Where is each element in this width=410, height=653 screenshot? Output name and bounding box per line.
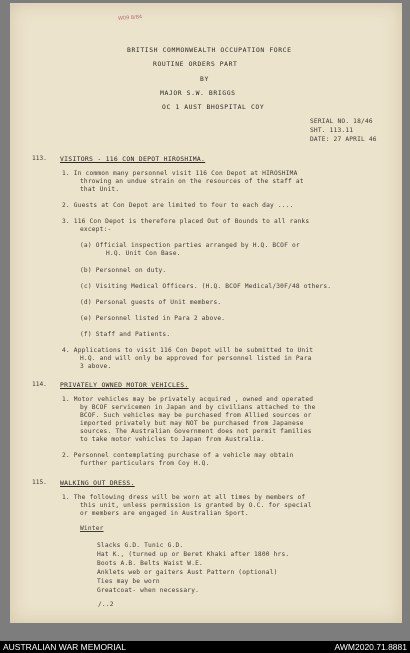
footer-bar [0,641,410,653]
s115-p1-line1: 1. The following dress will be worn at all times by members of [62,494,306,501]
pencil-annotation: W09 8/84 [117,14,143,22]
s113-p1-line3: that Unit. [80,186,120,193]
s113-p2: 2. Guests at Con Depot are limited to four to each day .... [62,202,294,209]
s114-p1-line2: by BCOF servicemen in Japan and by civilians attached to the [80,404,316,411]
dress-item: Ties may be worn [97,578,160,585]
section-heading-114: PRIVATELY OWNED MOTOR VEHICLES. [60,381,189,389]
s114-p1-line1: 1. Motor vehicles may be privately acquired , owned and operated [62,396,314,403]
sheet-number: SHT. 113.11 [310,127,354,134]
section-number-115: 115. [32,479,47,486]
dress-item: Boots A.B. Belts Waist W.E. [97,560,203,567]
header-line-1: BRITISH COMMONWEALTH OCCUPATION FORCE [127,46,292,54]
header-line-4: MAJOR S.W. BRIGGS [160,89,236,97]
s113-item-b: (b) Personnel on duty. [80,267,167,274]
s113-p3-line2: except:- [80,226,112,233]
winter-heading: Winter [80,525,104,532]
s113-p1-line2: throwing an undue strain on the resources of the staff at [80,178,304,185]
s113-p4-line2: H.Q. and will only be approved for personnel listed in Para [80,355,312,362]
header-line-3: BY [200,75,209,83]
s115-p1-line3: or members are engaged in Australian Sport. [80,510,249,517]
s114-p2-line2: further particulars from Coy H.Q. [80,460,210,467]
section-heading-115: WALKING OUT DRESS. [60,479,135,487]
document-page [10,3,402,623]
s113-p1-line1: 1. In common many personnel visit 116 Con Depot at HIROSHIMA [62,170,298,177]
s113-p4-line3: 3 above. [80,363,112,370]
header-line-2: ROUTINE ORDERS PART [153,60,238,68]
s114-p1-line4: imported privately but may NOT be purchased from Japanese [80,420,304,427]
footer-catalog-id: AWM2020.71.8881 [334,642,407,652]
dress-item: Anklets web or gaiters Aust Pattern (optional) [97,569,278,576]
s114-p1-line3: BCOF. Such vehicles may be purchased from Allied sources or [80,412,312,419]
serial-number: SERIAL NO. 18/46 [310,118,373,125]
dress-item: Slacks G.D. Tunic G.D. [97,542,184,549]
s114-p1-line6: to take motor vehicles to Japan from Australia. [80,436,265,443]
section-heading-113: VISITORS - 116 CON DEPOT HIROSHIMA. [60,155,206,163]
header-line-5: OC 1 AUST BHOSPITAL COY [162,103,265,111]
footer-credit: AUSTRALIAN WAR MEMORIAL [3,642,126,652]
s113-item-a-line2: H.Q. Unit Con Base. [106,250,181,257]
s114-p2-line1: 2. Personnel contemplating purchase of a vehicle may obtain [62,452,294,459]
s115-p1-line2: this unit, unless permission is granted by O.C. for special [80,502,312,509]
s113-item-e: (e) Personnel listed in Para 2 above. [80,315,226,322]
s114-p1-line5: sources. The Australian Government does not permit families [80,428,312,435]
dress-item: Hat K., (turned up or Beret Khaki after 1800 hrs. [97,551,290,558]
s113-p4-line1: 4. Applications to visit 116 Con Depot will be submitted to Unit [62,347,314,354]
section-number-114: 114. [32,381,47,388]
s113-p3-line1: 3. 116 Con Depot is therefore placed Out of Bounds to all ranks [62,218,310,225]
s113-item-c: (c) Visiting Medical Officers. (H.Q. BCOF Medical/30F/48 others. [80,283,332,290]
page-end-mark: /..2 [98,601,114,608]
section-number-113: 113. [32,155,47,162]
s113-item-f: (f) Staff and Patients. [80,331,171,338]
s113-item-a-line1: (a) Official inspection parties arranged by H.Q. BCOF or [80,242,300,249]
s113-item-d: (d) Personal guests of Unit members. [80,299,222,306]
dress-item: Greatcoat- when necessary. [97,587,200,594]
order-date: DATE: 27 APRIL 46 [310,136,377,143]
